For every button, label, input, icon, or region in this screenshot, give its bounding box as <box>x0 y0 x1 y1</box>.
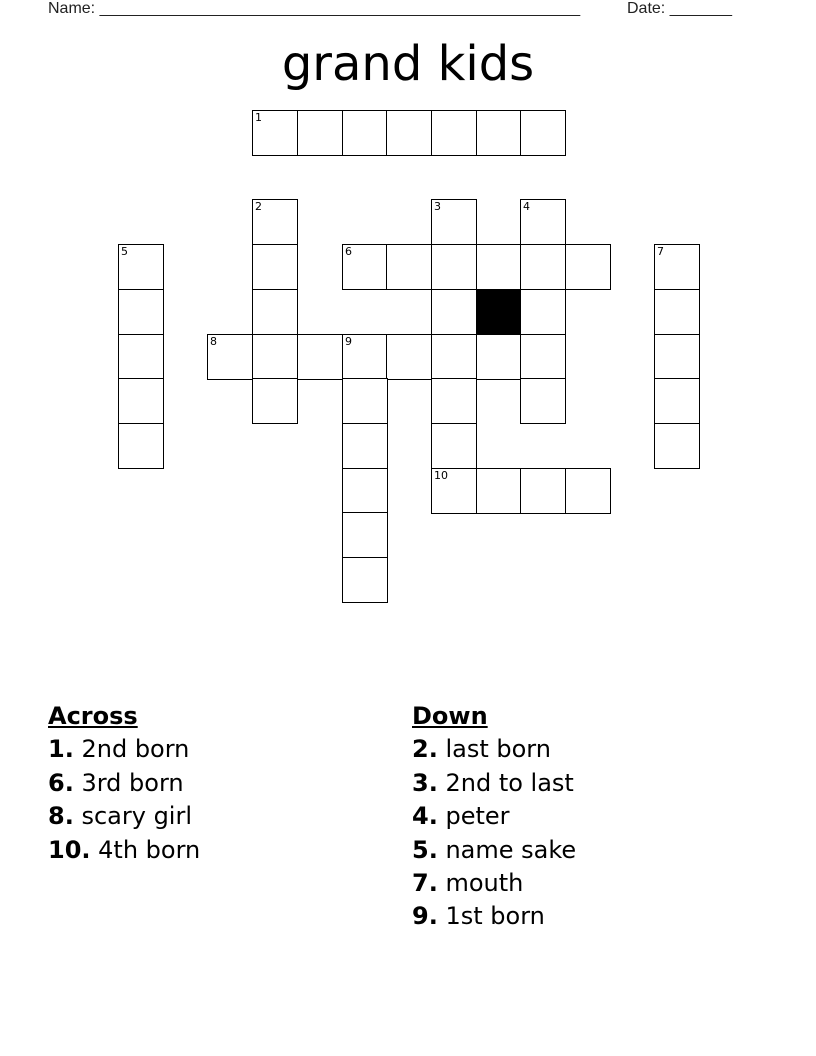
grid-cell[interactable] <box>654 334 700 380</box>
grid-cell[interactable] <box>252 199 298 245</box>
clue-number: 6. <box>48 768 74 797</box>
grid-cell[interactable] <box>520 110 566 156</box>
clue-number: 9. <box>412 902 438 931</box>
grid-cell[interactable] <box>342 512 388 558</box>
clue-across-8 <box>48 800 200 833</box>
grid-cell[interactable] <box>118 289 164 335</box>
grid-cell[interactable] <box>431 423 477 469</box>
puzzle-title: grand kids <box>281 36 535 92</box>
grid-cell[interactable] <box>252 378 298 424</box>
clue-down-4 <box>412 800 576 833</box>
clue-number: 8. <box>48 802 74 831</box>
grid-cell[interactable] <box>252 289 298 335</box>
clue-number-label: 6 <box>345 245 352 258</box>
grid-cell[interactable] <box>342 110 388 156</box>
clue-number-label: 8 <box>210 335 217 348</box>
clue-down-9 <box>412 900 576 933</box>
clue-down-2 <box>412 733 576 766</box>
grid-cell[interactable] <box>431 244 477 290</box>
grid-cell[interactable] <box>431 199 477 245</box>
grid-cell[interactable] <box>342 557 388 603</box>
clue-number: 2. <box>412 735 438 764</box>
grid-cell[interactable] <box>342 244 388 290</box>
grid-cell[interactable] <box>520 199 566 245</box>
down-clues <box>412 700 576 934</box>
grid-cell[interactable] <box>118 378 164 424</box>
grid-cell[interactable] <box>476 110 522 156</box>
clue-number: 10. <box>48 835 91 864</box>
grid-cell[interactable] <box>565 468 611 514</box>
grid-cell[interactable] <box>252 334 298 380</box>
grid-cell[interactable] <box>654 378 700 424</box>
grid-cell[interactable] <box>520 334 566 380</box>
grid-cell[interactable] <box>431 468 477 514</box>
grid-cell[interactable] <box>431 110 477 156</box>
down-heading: Down <box>412 702 488 730</box>
clue-down-3 <box>412 767 576 800</box>
across-clues <box>48 700 200 867</box>
grid-cell[interactable] <box>520 289 566 335</box>
grid-cell[interactable] <box>207 334 253 380</box>
grid-cell[interactable] <box>654 244 700 290</box>
black-square <box>476 289 522 335</box>
clue-number: 3. <box>412 768 438 797</box>
grid-cell[interactable] <box>252 110 298 156</box>
clue-text: mouth <box>445 869 524 898</box>
clue-across-1 <box>48 733 200 766</box>
grid-cell[interactable] <box>342 468 388 514</box>
grid-cell[interactable] <box>476 244 522 290</box>
clue-number-label: 3 <box>434 200 441 213</box>
clue-number: 5. <box>412 835 438 864</box>
name-field-line: Name: ______________________________________________________ <box>48 0 581 17</box>
grid-cell[interactable] <box>520 378 566 424</box>
grid-cell[interactable] <box>386 244 432 290</box>
grid-cell[interactable] <box>520 468 566 514</box>
grid-cell[interactable] <box>476 334 522 380</box>
clue-across-10 <box>48 834 200 867</box>
grid-cell[interactable] <box>476 468 522 514</box>
grid-cell[interactable] <box>118 423 164 469</box>
grid-cell[interactable] <box>342 378 388 424</box>
clue-number-label: 7 <box>657 245 664 258</box>
clue-text: 2nd born <box>81 735 190 764</box>
grid-cell[interactable] <box>342 423 388 469</box>
clue-number: 4. <box>412 802 438 831</box>
clue-number: 1. <box>48 735 74 764</box>
grid-cell[interactable] <box>118 244 164 290</box>
across-heading: Across <box>48 702 138 730</box>
grid-cell[interactable] <box>565 244 611 290</box>
clue-down-5 <box>412 834 576 867</box>
clue-number-label: 2 <box>255 200 262 213</box>
clue-text: 2nd to last <box>445 768 574 797</box>
clue-text: 4th born <box>98 835 201 864</box>
clue-across-6 <box>48 767 200 800</box>
grid-cell[interactable] <box>654 423 700 469</box>
grid-cell[interactable] <box>297 110 343 156</box>
clue-text: 1st born <box>445 902 545 931</box>
grid-cell[interactable] <box>431 289 477 335</box>
clue-number-label: 9 <box>345 335 352 348</box>
clue-number-label: 4 <box>523 200 530 213</box>
clue-text: last born <box>445 735 551 764</box>
grid-cell[interactable] <box>431 334 477 380</box>
grid-cell[interactable] <box>252 244 298 290</box>
grid-cell[interactable] <box>118 334 164 380</box>
clue-number-label: 5 <box>121 245 128 258</box>
clue-number: 7. <box>412 869 438 898</box>
grid-cell[interactable] <box>431 378 477 424</box>
clue-number-label: 1 <box>255 111 262 124</box>
clue-number-label: 10 <box>434 469 448 482</box>
clue-down-7 <box>412 867 576 900</box>
date-field-line: Date: _______ <box>627 0 732 17</box>
grid-cell[interactable] <box>520 244 566 290</box>
grid-cell[interactable] <box>654 289 700 335</box>
grid-cell[interactable] <box>386 334 432 380</box>
grid-cell[interactable] <box>386 110 432 156</box>
clue-text: scary girl <box>81 802 193 831</box>
clue-text: 3rd born <box>81 768 184 797</box>
grid-cell[interactable] <box>297 334 343 380</box>
clue-text: name sake <box>445 835 577 864</box>
grid-cell[interactable] <box>342 334 388 380</box>
clue-text: peter <box>445 802 510 831</box>
